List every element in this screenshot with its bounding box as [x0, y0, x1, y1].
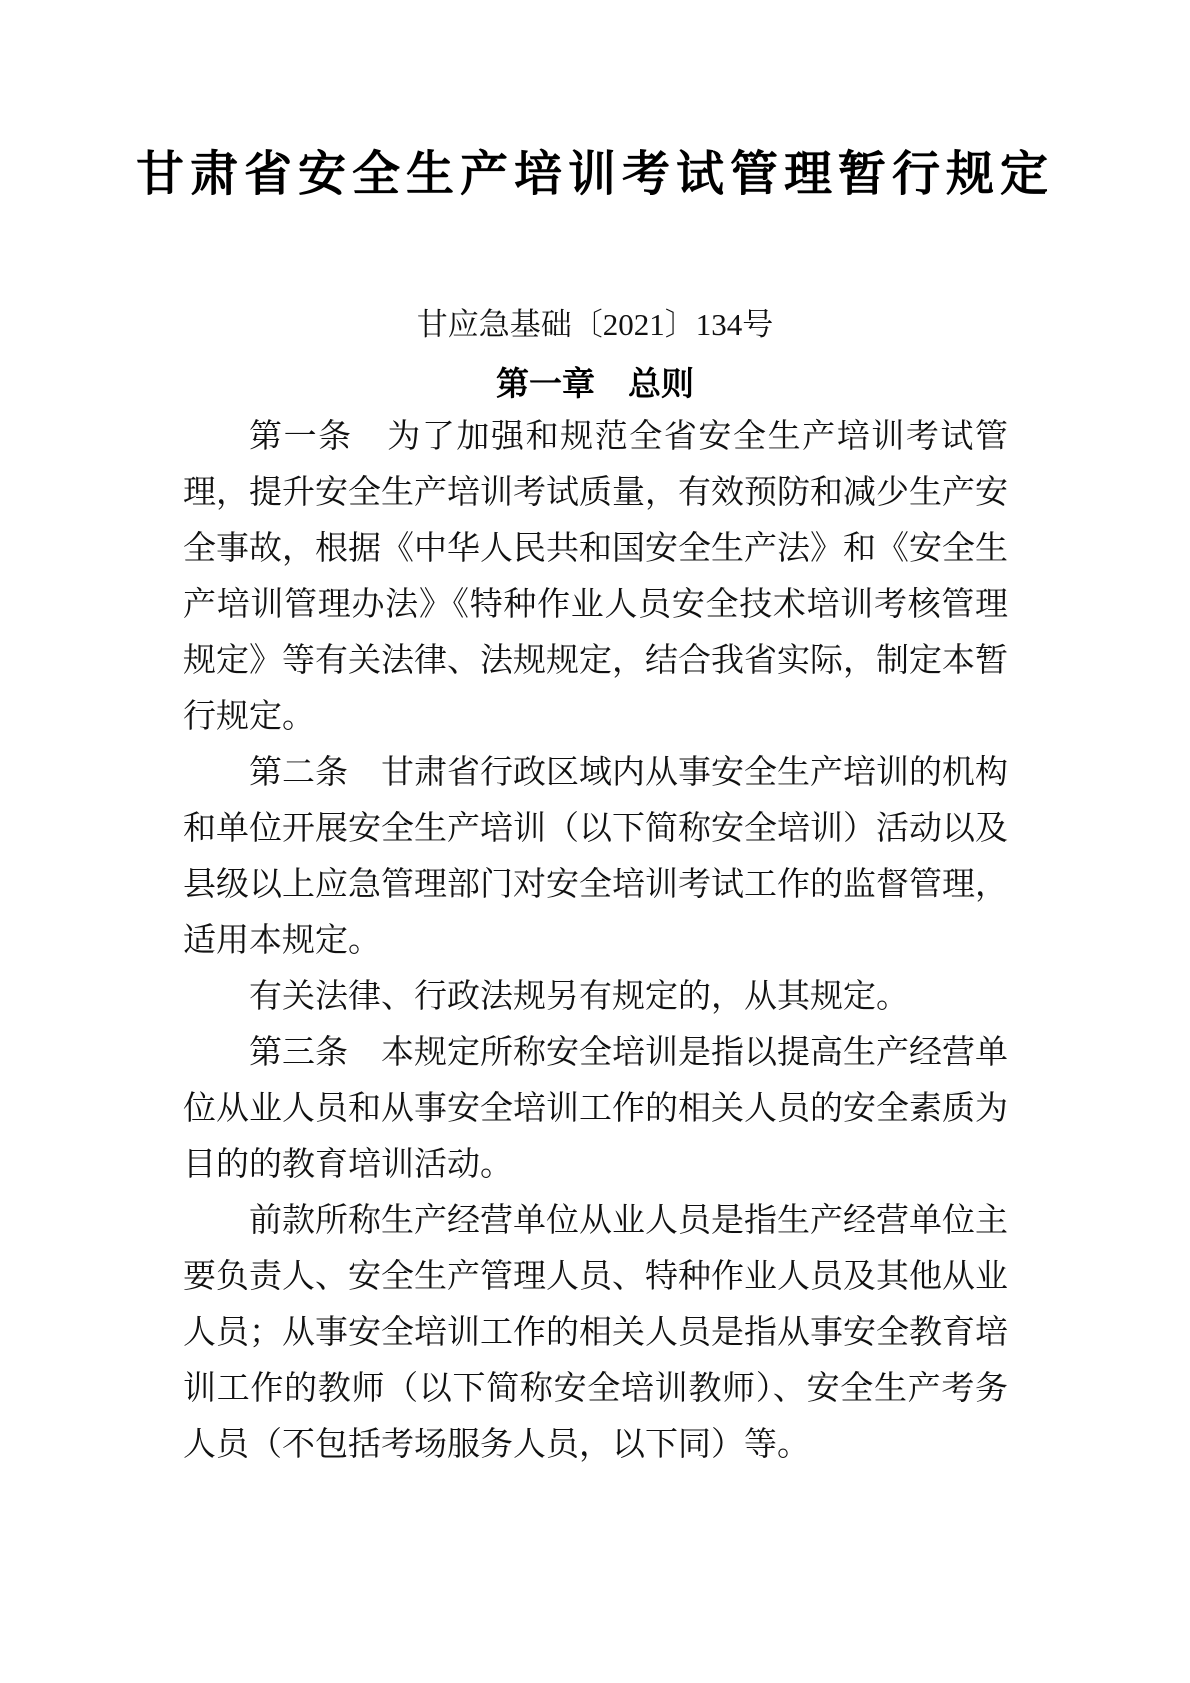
body-paragraph: 第一条 为了加强和规范全省安全生产培训考试管理，提升安全生产培训考试质量，有效预防和减少生产安全事故，根据《中华人民共和国安全生产法》和《安全生产培训管理办法》《特种作业人员安全技术培训考核管理规定》等有关法律、法规规定，结合我省实际，制定本暂行规定。 — [183, 419, 1008, 735]
body-paragraph: 前款所称生产经营单位从业人员是指生产经营单位主要负责人、安全生产管理人员、特种作业人员及其他从业人员；从事安全培训工作的相关人员是指从事安全教育培训工作的教师（以下简称安全培训教师）、安全生产考务人员（不包括考场服务人员，以下同）等。 — [183, 1203, 1008, 1463]
body-paragraph: 第三条 本规定所称安全培训是指以提高生产经营单位从业人员和从事安全培训工作的相关人员的安全素质为目的的教育培训活动。 — [183, 1035, 1008, 1183]
document-body — [183, 409, 1008, 1473]
document-title: 甘肃省安全生产培训考试管理暂行规定 — [135, 148, 1054, 201]
document-number: 甘应急基础〔2021〕134号 — [416, 307, 774, 342]
chapter-heading: 第一章 总则 — [496, 365, 694, 402]
body-paragraph: 有关法律、行政法规另有规定的，从其规定。 — [249, 979, 909, 1015]
body-paragraph: 第二条 甘肃省行政区域内从事安全生产培训的机构和单位开展安全生产培训（以下简称安全培训）活动以及县级以上应急管理部门对安全培训考试工作的监督管理，适用本规定。 — [183, 755, 1008, 959]
